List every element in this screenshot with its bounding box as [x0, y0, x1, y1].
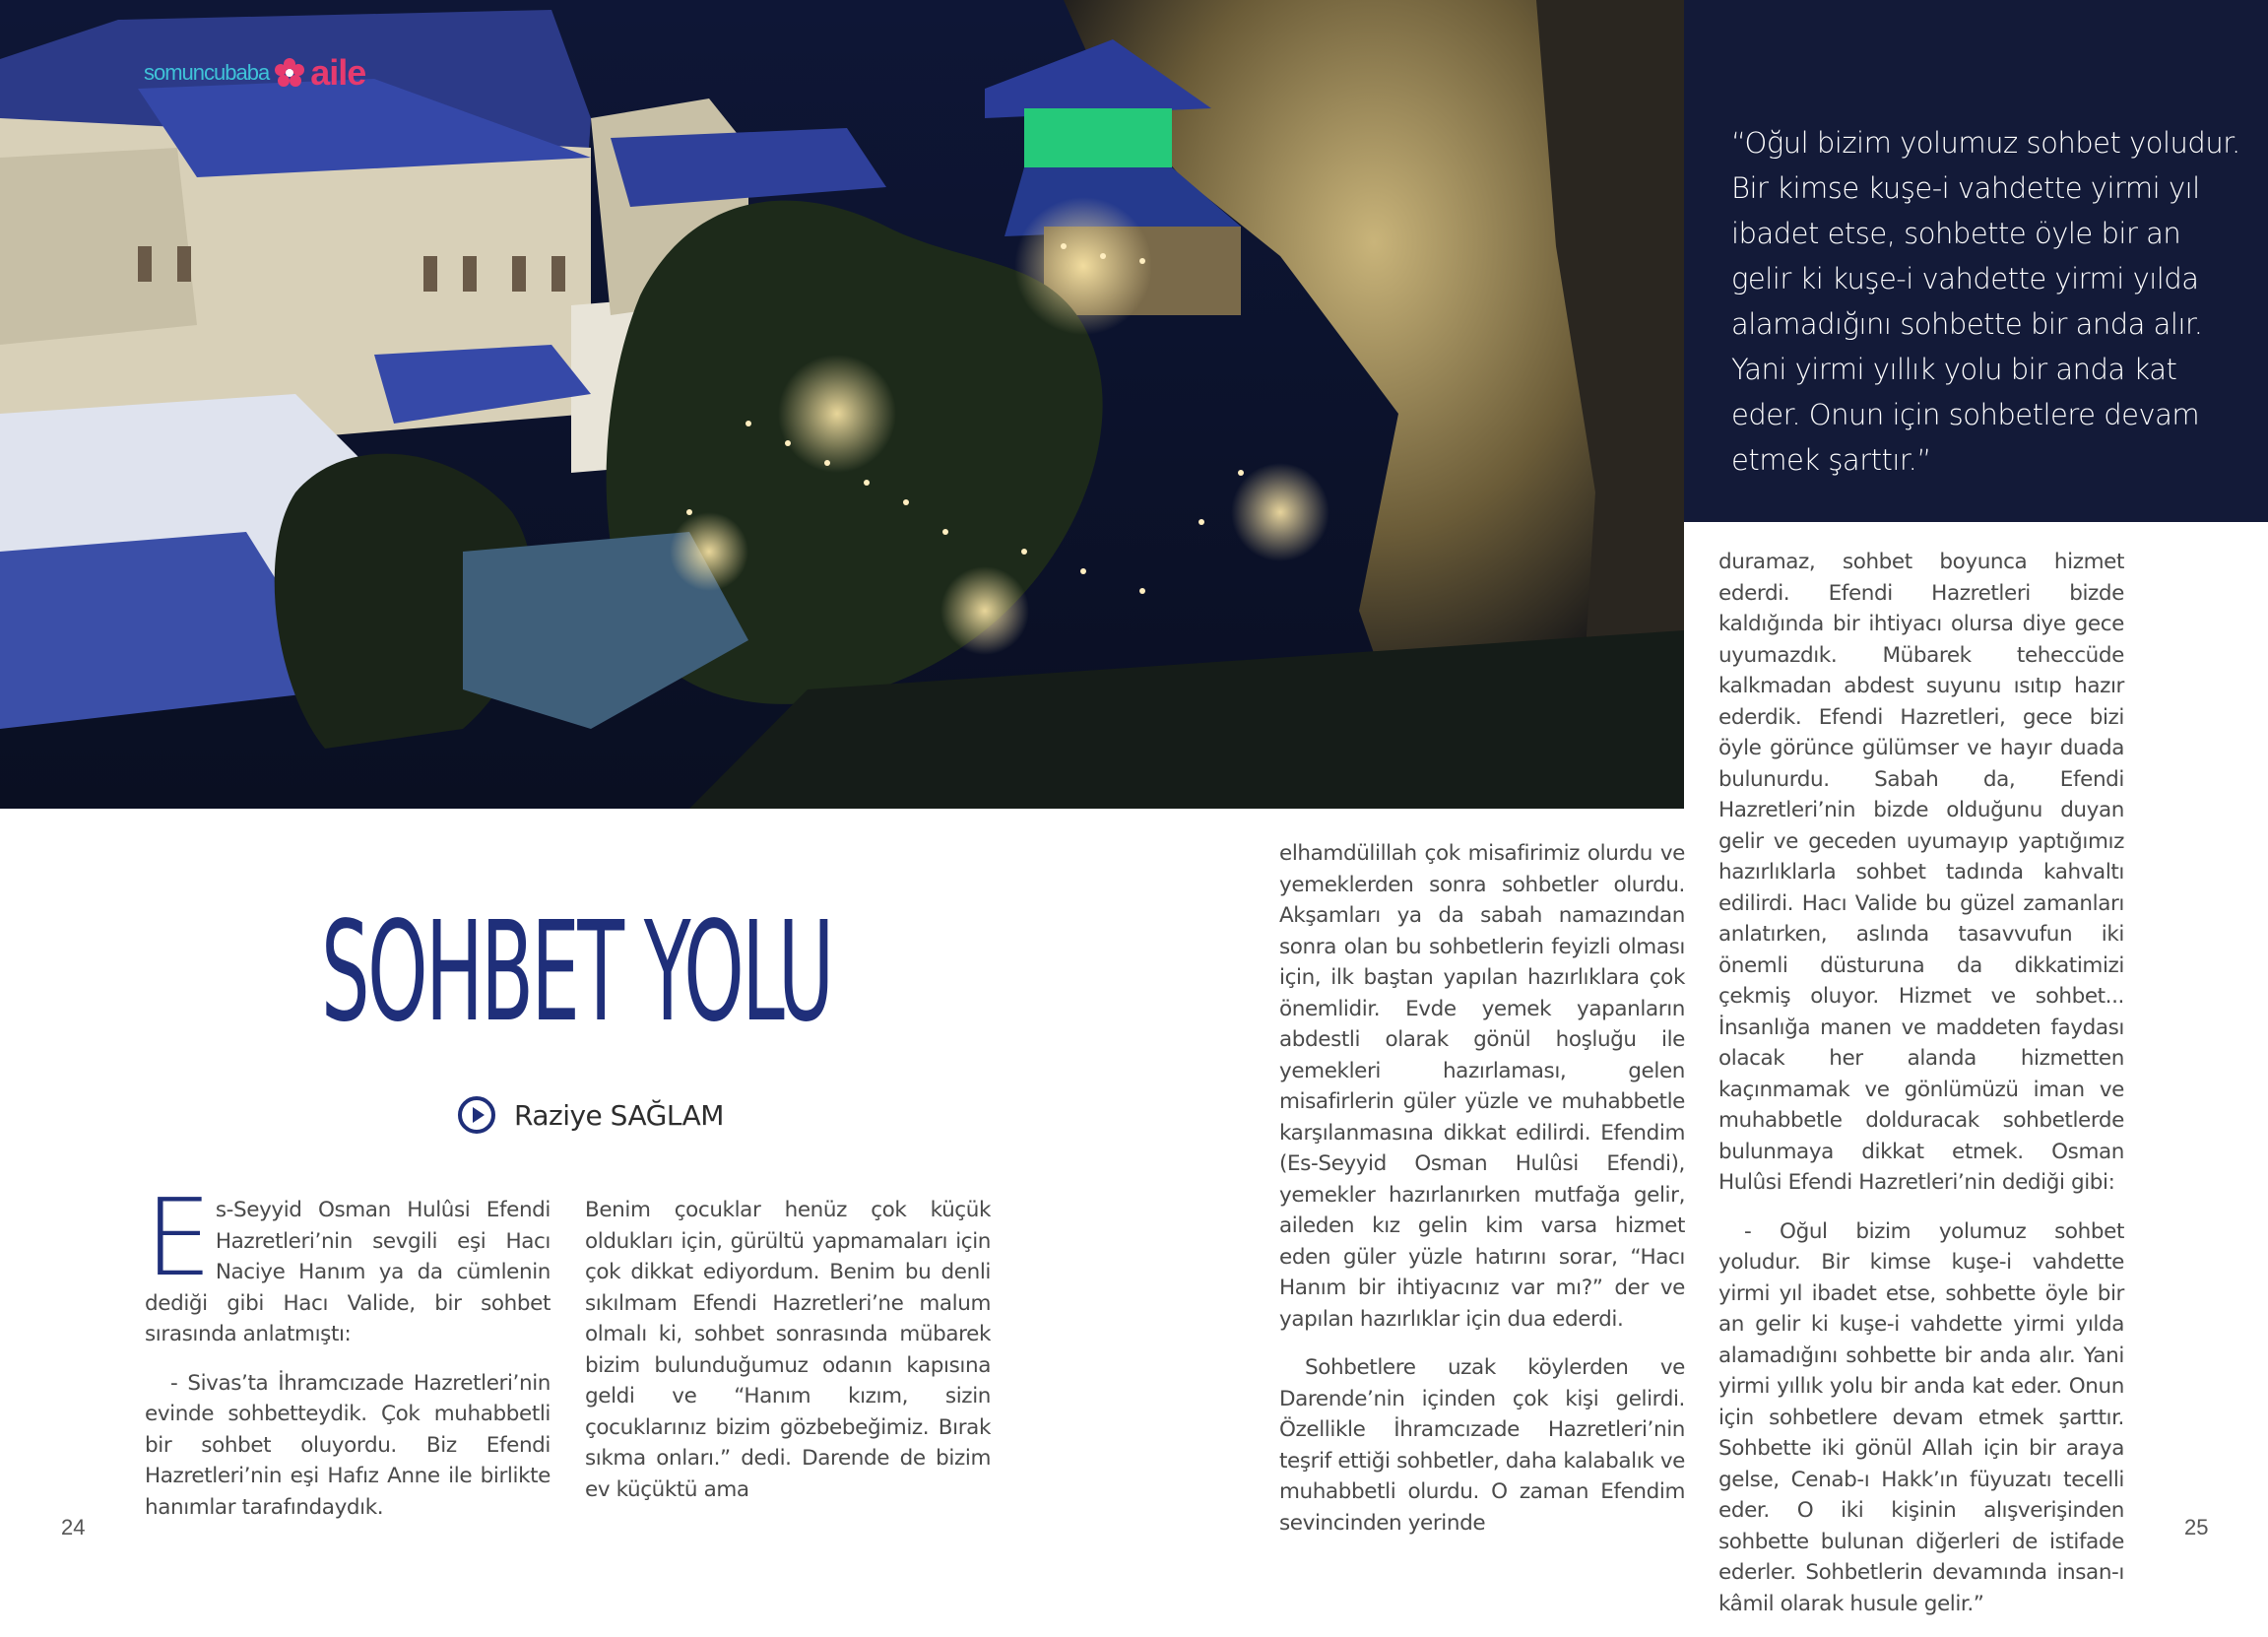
paragraph: Sohbetlere uzak köylerden ve Darende’nin içinden çok kişi gelirdi. Özellikle İhramcızade Hazretleri’nin teşrif ettiği sohbetler, daha kalabalık ve muhabbetli olurdu. O zaman Efendim sevincinden yerinde — [1279, 1355, 1685, 1536]
pull-quote-text: “Oğul bizim yolumuz sohbet yoludur. Bir kimse kuşe-i vahdette yirmi yıl ibadet etse, sohbette öyle bir an gelir ki kuşe-i vahdette yirmi yılda alamadığını sohbette bir anda alır. Yani yirmi yıllık yolu bir anda kat eder. Onun için sohbetlere devam etmek şarttır.” — [1731, 126, 2240, 477]
paragraph: Benim çocuklar henüz çok küçük oldukları için, gürültü yapmamaları için çok dikkat ediyordum. Benim bu denli sıkılmam Efendi Hazretleri’ne malum olmalı ki, sohbet sonrasında mübarek bizim bulunduğumuz odanın kapısına geldi ve “Hanım kızım, sizin çocuklarınız bizim gözbebeğimiz. Bırak sıkma onları.” dedi. Darende de bizim ev küçüktü ama — [585, 1198, 991, 1502]
brand-logo — [144, 52, 366, 93]
body-column-2 — [585, 1195, 991, 1523]
page-number-right: 25 — [2184, 1515, 2209, 1539]
drop-cap: E — [145, 1177, 212, 1300]
pull-quote-box — [1684, 0, 2268, 522]
paragraph: elhamdülillah çok misafirimiz olurdu ve yemeklerden sonra sohbetler olurdu. Akşamları ya da sabah namazından sonra olan bu sohbetlerin feyizli olması için, ilk baştan yapılan hazırlıklara çok önemlidir. Evde yemek yapanların abdestli olarak gönül hoşluğu ile yemekleri hazırlaması, gelen misafirlerin güler yüzle ve muhabbetle karşılanmasına dikkat edilirdi. Efendim (Es-Seyyid Osman Hulûsi Efendi), yemekler hazırlanırken mutfağa gelir, aileden kız gelin kim varsa hizmet eden güler yüzle hatırını sorar, “Hacı Hanım bir ihtiyacınız var mı?” der ve yapılan hazırlıklar için dua ederdi. — [1279, 841, 1685, 1332]
paragraph: - Sivas’ta İhramcızade Hazretleri’nin evinde sohbetteydik. Çok muhabbetli bir sohbet oluyordu. Biz Efendi Hazretleri’nin eşi Hafız Anne ile birlikte hanımlar tarafındaydık. — [145, 1370, 551, 1520]
flower-logo-icon — [273, 56, 306, 90]
paragraph-text: s-Seyyid Osman Hulûsi Efendi Hazretleri’nin sevgili eşi Hacı Naciye Hanım ya da cümlenin dediği gibi Hacı Valide, bir sohbet sırasında anlatmıştı: — [145, 1198, 551, 1346]
body-column-4 — [1718, 547, 2124, 1637]
paragraph — [145, 1177, 551, 1350]
page-number-left: 24 — [61, 1515, 86, 1539]
paragraph: - Oğul bizim yolumuz sohbet yoludur. Bir kimse kuşe-i vahdette yirmi yıl ibadet etse, sohbette öyle bir an gelir ki kuşe-i vahdette yirmi yılda alamadığını sohbette bir anda alır. Yani yirmi yıllık yolu bir anda kat eder. Onun için sohbetlere devam etmek şarttır. Sohbette iki gönül Allah için bir araya gelse, Cenab-ı Hakk’ın füyuzatı tecelli eder. O iki kişinin alışverişinden sohbette bulunan diğerleri de istifade ederler. Sohbetlerin devamında insan-ı kâmil olarak husule gelir.” — [1718, 1218, 2124, 1616]
author-name: Raziye SAĞLAM — [514, 1098, 724, 1132]
night-town-photo — [0, 0, 1684, 809]
body-column-1 — [145, 1177, 551, 1540]
brand-somuncubaba: somuncubaba — [144, 60, 270, 85]
brand-aile: aile — [310, 52, 366, 93]
author-line — [457, 1095, 724, 1135]
body-column-3 — [1279, 838, 1685, 1556]
play-circle-icon — [457, 1095, 496, 1135]
article-title: SOHBET YOLU — [321, 892, 832, 1053]
paragraph: duramaz, sohbet boyunca hizmet ederdi. Efendi Hazretleri bizde kaldığında bir ihtiyacı olursa diye gece uyumazdık. Mübarek teheccüde kalkmadan abdest suyunu ısıtıp hazır ederdik. Efendi Hazretleri, gece bizi öyle görünce gülümser ve hayır duada bulunurdu. Sabah da, Efendi Hazretleri’nin bizde olduğunu duyan gelir ve geceden uyumayıp yaptığımız hazırlıklarla sohbet tadında kahvaltı edilirdi. Hacı Valide bu güzel zamanları anlatırken, aslında tasavvufun iki önemli düsturuna da dikkatimizi çekmiş oluyor. Hizmet ve sohbet... İnsanlığa manen ve maddeten faydası olacak her alanda hizmetten kaçınmamak ve gönlümüzü iman ve muhabbetle dolduracak sohbetlerde bulunmaya dikkat etmek. Osman Hulûsi Efendi Hazretleri’nin dediği gibi: — [1718, 550, 2124, 1195]
